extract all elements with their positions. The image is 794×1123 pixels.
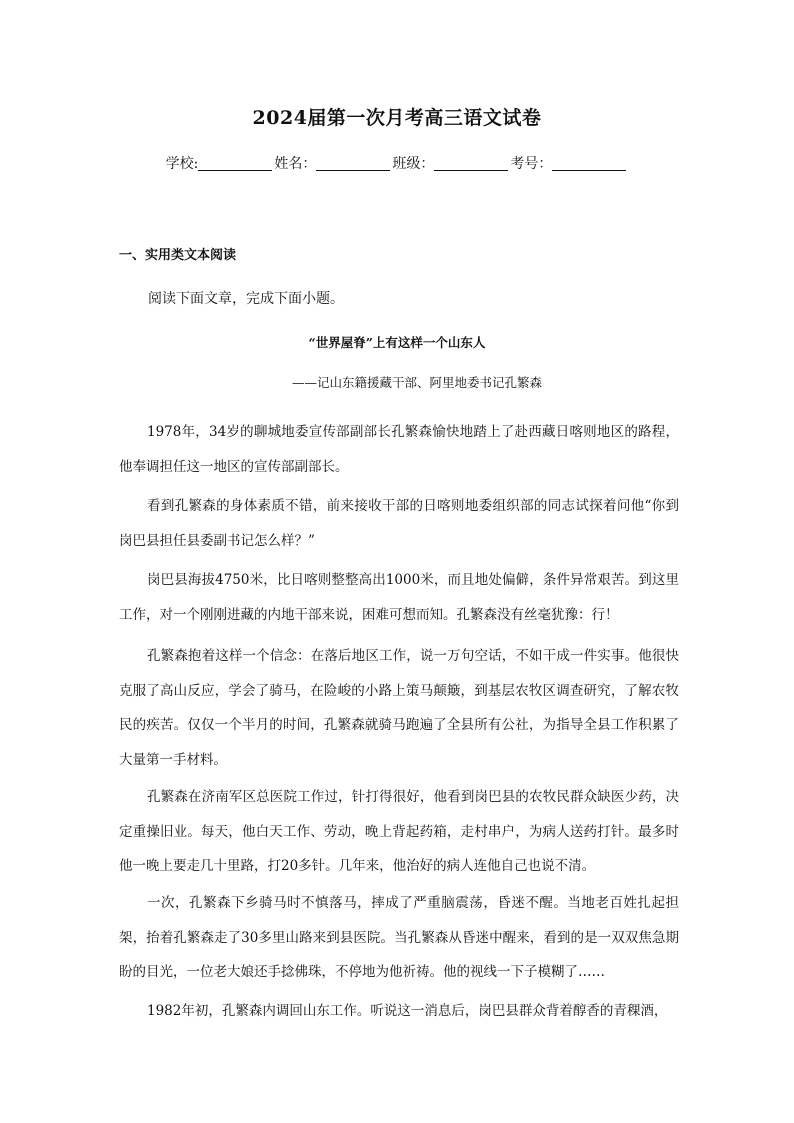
reading-instruction: 阅读下面文章，完成下面小题。 bbox=[148, 291, 344, 307]
article-paragraph: 孔繁森在济南军区总医院工作过，针打得很好，他看到岗巴县的农牧民群众缺医少药，决定重操旧业。每天，他白天工作、劳动，晚上背起药箱，走村串户，为病人送药打针。最多时他一晚上要走几十里路，打20多针。几年来，他治好的病人连他自己也说不清。 bbox=[119, 789, 679, 874]
article-paragraph: 1982年初，孔繁森内调回山东工作。听说这一消息后，岗巴县群众背着醇香的青稞酒， bbox=[147, 1003, 668, 1019]
class-blank[interactable] bbox=[434, 156, 508, 171]
section-heading: 一、实用类文本阅读 bbox=[119, 248, 237, 263]
article-subtitle: ——记山东籍援藏干部、阿里地委书记孔繁森 bbox=[291, 375, 542, 390]
article-title: “世界屋脊”上有这样一个山东人 bbox=[308, 335, 486, 350]
article-paragraph: 岗巴县海拔4750米，比日喀则整整高出1000米，而且地处偏僻，条件异常艰苦。到这里工作，对一个刚刚进藏的内地干部来说，困难可想而知。孔繁森没有丝毫犹豫：行！ bbox=[119, 572, 679, 623]
name-field[interactable] bbox=[274, 153, 392, 173]
class-label: 班级： bbox=[392, 156, 435, 172]
exam-title: 2024届第一次月考高三语文试卷 bbox=[252, 107, 542, 129]
name-label: 姓名： bbox=[274, 156, 317, 172]
article-paragraph: 一次，孔繁森下乡骑马时不慎落马，摔成了严重脑震荡，昏迷不醒。当地老百姓扎起担架，抬着孔繁森走了30多里山路来到县医院。当孔繁森从昏迷中醒来，看到的是一双双焦急期盼的目光，一位老大娘还手捻佛珠，不停地为他祈祷。他的视线一下子模糊了…… bbox=[119, 895, 679, 980]
name-blank[interactable] bbox=[316, 156, 390, 171]
article-paragraph: 1978年，34岁的聊城地委宣传部副部长孔繁森愉快地踏上了赴西藏日喀则地区的路程，他奉调担任这一地区的宣传部副部长。 bbox=[119, 424, 679, 475]
article-paragraph: 孔繁森抱着这样一个信念：在落后地区工作，说一万句空话，不如干成一件实事。他很快克服了高山反应，学会了骑马，在险峻的小路上策马颠簸，到基层农牧区调查研究，了解农牧民的疾苦。仅仅一个半月的时间，孔繁森就骑马跑遍了全县所有公社，为指导全县工作积累了大量第一手材料。 bbox=[119, 648, 679, 768]
school-field[interactable] bbox=[166, 153, 275, 173]
class-field[interactable] bbox=[392, 153, 510, 173]
exam-number-label: 考号： bbox=[510, 156, 553, 172]
article-paragraph: 看到孔繁森的身体素质不错，前来接收干部的日喀则地委组织部的同志试探着问他“你到岗巴县担任县委副书记怎么样？” bbox=[119, 498, 679, 549]
school-blank[interactable] bbox=[198, 156, 272, 171]
student-info-row bbox=[0, 153, 794, 173]
school-label: 学校: bbox=[165, 156, 199, 172]
exam-number-blank[interactable] bbox=[552, 156, 626, 171]
exam-number-field[interactable] bbox=[510, 153, 628, 173]
